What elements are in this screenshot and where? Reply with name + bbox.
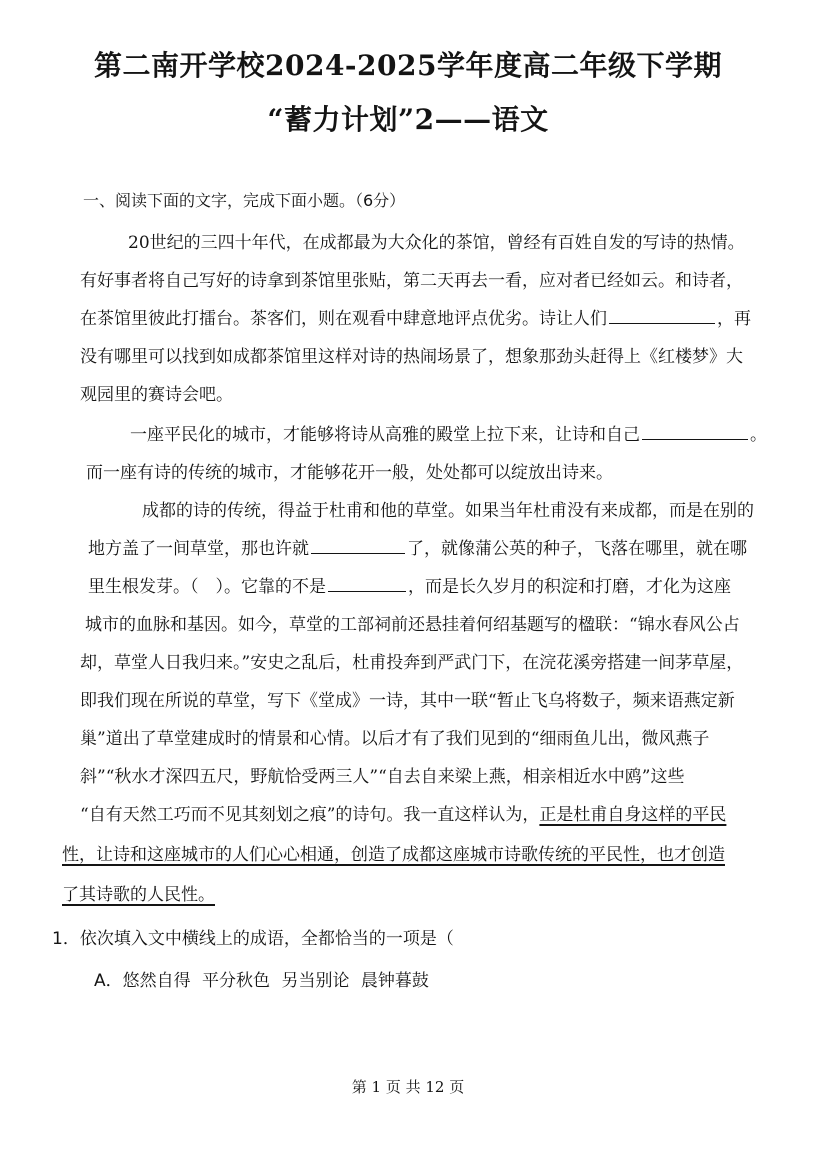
- passage-text: 里生根发芽。（ ）。它靠的不是: [88, 577, 326, 597]
- passage-line: 有好事者将自己写好的诗拿到茶馆里张贴，第二天再去一看，应对者已经如云。和诗者，: [80, 271, 743, 291]
- passage-line: 观园里的赛诗会吧。: [80, 385, 233, 405]
- passage-line-with-blank: [88, 572, 731, 602]
- passage-line: 城市的血脉和基因。如今，草堂的工部祠前还悬挂着何绍基题写的楹联：“锦水春风公占: [85, 615, 740, 635]
- underlined-sentence: 正是杜甫自身这样的平民: [539, 805, 727, 825]
- section-heading: 一、阅读下面的文字，完成下面小题。（6分）: [83, 191, 406, 210]
- fill-blank-2: [642, 421, 748, 440]
- exam-subtitle: “蓄力计划”2——语文: [267, 103, 549, 136]
- page-number: 第 1 页 共 12 页: [351, 1078, 465, 1096]
- passage-line-with-blank: [88, 534, 747, 564]
- fill-blank-3: [311, 535, 405, 554]
- passage-line-with-blank: [80, 304, 751, 334]
- passage-line: 没有哪里可以找到如成都茶馆里这样对诗的热闹场景了，想象那劲头赶得上《红楼梦》大: [80, 347, 743, 367]
- exam-title: 第二南开学校2024-2025学年度高二年级下学期: [94, 49, 722, 82]
- passage-text: 在茶馆里彼此打擂台。茶客们，则在观看中肆意地评点优劣。诗让人们: [80, 309, 607, 329]
- underlined-sentence: 性，让诗和这座城市的人们心心相通，创造了成都这座城市诗歌传统的平民性，也才创造: [62, 845, 725, 865]
- option-a[interactable]: [94, 966, 429, 996]
- passage-line: 斜”“秋水才深四五尺，野航恰受两三人”“自去自来梁上燕，相亲相近水中鸥”这些: [80, 767, 685, 787]
- passage-text: 一座平民化的城市，才能够将诗从高雅的殿堂上拉下来，让诗和自己: [130, 425, 640, 445]
- question-1-stem: 1．依次填入文中横线上的成语，全都恰当的一项是（: [52, 929, 454, 949]
- passage-text: 。: [750, 425, 767, 445]
- passage-text: 了，就像蒲公英的种子，飞落在哪里，就在哪: [407, 539, 747, 559]
- option-a-text: 悠然自得 平分秋色 另当别论 晨钟暮鼓: [122, 971, 429, 991]
- passage-line: 20世纪的三四十年代，在成都最为大众化的茶馆，曾经有百姓自发的写诗的热情。: [128, 233, 745, 253]
- passage-line: 即我们现在所说的草堂，写下《堂成》一诗，其中一联“暂止飞乌将数子，频来语燕定新: [80, 691, 735, 711]
- passage-text: ，再: [717, 309, 751, 329]
- fill-blank-1: [609, 305, 715, 324]
- passage-line: 却，草堂人日我归来。”安史之乱后，杜甫投奔到严武门下，在浣花溪旁搭建一间茅草屋，: [80, 653, 744, 673]
- passage-text: 地方盖了一间草堂，那也许就: [88, 539, 309, 559]
- passage-text: ，而是长久岁月的积淀和打磨，才化为这座: [408, 577, 731, 597]
- passage-text: “自有天然工巧而不见其刻划之痕”的诗句。我一直这样认为，: [80, 805, 540, 825]
- fill-blank-4: [328, 573, 406, 592]
- option-a-letter: A．: [94, 971, 123, 991]
- passage-line-with-underline: [80, 800, 726, 830]
- underlined-sentence: 了其诗歌的人民性。: [62, 885, 215, 905]
- passage-line: 而一座有诗的传统的城市，才能够花开一般，处处都可以绽放出诗来。: [86, 463, 613, 483]
- passage-line-with-blank: [130, 420, 767, 450]
- passage-line: 巢”道出了草堂建成时的情景和心情。以后才有了我们见到的“细雨鱼儿出，微风燕子: [80, 729, 710, 749]
- passage-line: 成都的诗的传统，得益于杜甫和他的草堂。如果当年杜甫没有来成都，而是在别的: [142, 501, 754, 521]
